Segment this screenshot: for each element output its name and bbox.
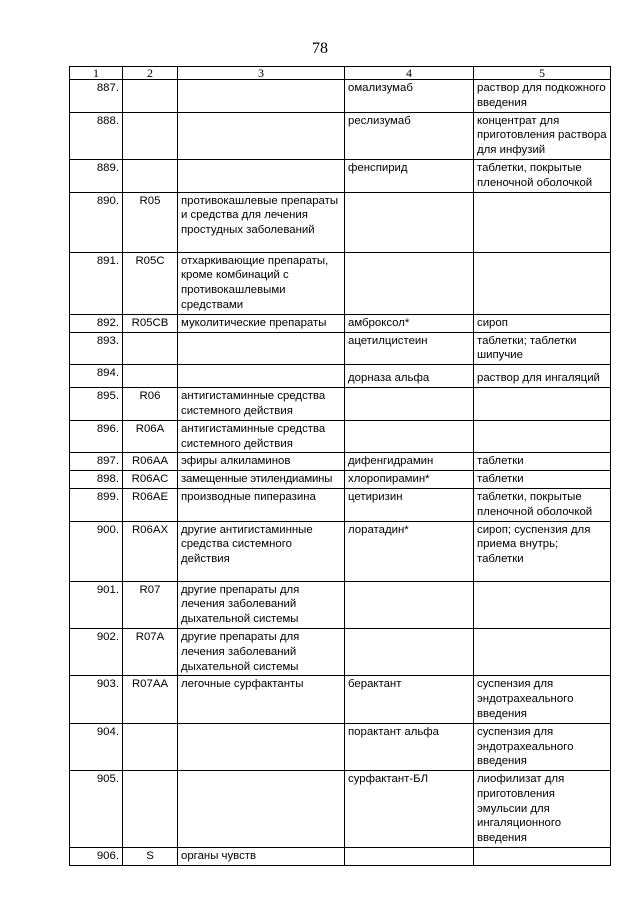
column-number-row — [70, 67, 611, 80]
dosage-form: таблетки — [474, 471, 611, 489]
atc-code: R06A — [123, 420, 178, 453]
table-row — [70, 159, 611, 192]
drug-name — [345, 848, 474, 866]
table-row — [70, 771, 611, 848]
drug-name: порактант альфа — [345, 723, 474, 770]
atc-code — [123, 80, 178, 113]
table-row — [70, 453, 611, 471]
drug-name: берактант — [345, 676, 474, 723]
group-name: антигистаминные средства системного действия — [178, 420, 345, 453]
atc-code — [123, 112, 178, 159]
atc-code: R07AA — [123, 676, 178, 723]
dosage-form: таблетки — [474, 453, 611, 471]
row-number: 899. — [70, 488, 123, 521]
atc-code — [123, 771, 178, 848]
row-number: 894. — [70, 365, 123, 388]
atc-code: R05C — [123, 252, 178, 314]
column-header: 3 — [178, 67, 345, 80]
group-name: другие антигистаминные средства системного действия — [178, 521, 345, 581]
dosage-form — [474, 420, 611, 453]
row-number: 890. — [70, 192, 123, 252]
dosage-form: таблетки, покрытые пленочной оболочкой — [474, 159, 611, 192]
table-row — [70, 388, 611, 421]
row-number: 887. — [70, 80, 123, 113]
dosage-form — [474, 848, 611, 866]
row-number: 892. — [70, 314, 123, 332]
group-name — [178, 771, 345, 848]
atc-code: R05CB — [123, 314, 178, 332]
drug-name — [345, 581, 474, 628]
row-number: 891. — [70, 252, 123, 314]
dosage-form: суспензия для эндотрахеального введения — [474, 676, 611, 723]
drug-name: реслизумаб — [345, 112, 474, 159]
group-name: противокашлевые препараты и средства для лечения простудных заболеваний — [178, 192, 345, 252]
group-name — [178, 159, 345, 192]
group-name: замещенные этилендиамины — [178, 471, 345, 489]
table-row — [70, 112, 611, 159]
atc-code — [123, 723, 178, 770]
row-number: 904. — [70, 723, 123, 770]
drug-registry-table — [69, 66, 611, 866]
table-row — [70, 252, 611, 314]
drug-name: ацетилцистеин — [345, 332, 474, 365]
atc-code: S — [123, 848, 178, 866]
row-number: 897. — [70, 453, 123, 471]
group-name: отхаркивающие препараты, кроме комбинаций с противокашлевыми средствами — [178, 252, 345, 314]
group-name: другие препараты для лечения заболеваний дыхательной системы — [178, 628, 345, 675]
group-name: муколитические препараты — [178, 314, 345, 332]
dosage-form — [474, 581, 611, 628]
row-number: 900. — [70, 521, 123, 581]
group-name: другие препараты для лечения заболеваний дыхательной системы — [178, 581, 345, 628]
drug-name: дорназа альфа — [345, 365, 474, 388]
table-row — [70, 581, 611, 628]
column-header: 5 — [474, 67, 611, 80]
drug-name: амброксол* — [345, 314, 474, 332]
drug-name: хлоропирамин* — [345, 471, 474, 489]
atc-code: R07A — [123, 628, 178, 675]
table-row — [70, 80, 611, 113]
dosage-form: таблетки, покрытые пленочной оболочкой — [474, 488, 611, 521]
drug-name — [345, 628, 474, 675]
drug-name: омализумаб — [345, 80, 474, 113]
group-name — [178, 365, 345, 388]
column-header: 1 — [70, 67, 123, 80]
group-name: эфиры алкиламинов — [178, 453, 345, 471]
dosage-form — [474, 628, 611, 675]
atc-code: R06AE — [123, 488, 178, 521]
atc-code: R06AC — [123, 471, 178, 489]
drug-name: сурфактант-БЛ — [345, 771, 474, 848]
drug-name: лоратадин* — [345, 521, 474, 581]
table-row — [70, 192, 611, 252]
group-name — [178, 112, 345, 159]
group-name — [178, 723, 345, 770]
group-name — [178, 80, 345, 113]
table-row — [70, 488, 611, 521]
atc-code: R06AX — [123, 521, 178, 581]
drug-name — [345, 192, 474, 252]
row-number: 896. — [70, 420, 123, 453]
dosage-form: таблетки; таблетки шипучие — [474, 332, 611, 365]
drug-name: цетиризин — [345, 488, 474, 521]
dosage-form — [474, 192, 611, 252]
row-number: 888. — [70, 112, 123, 159]
column-header: 2 — [123, 67, 178, 80]
row-number: 906. — [70, 848, 123, 866]
group-name: легочные сурфактанты — [178, 676, 345, 723]
row-number: 898. — [70, 471, 123, 489]
atc-code — [123, 159, 178, 192]
atc-code: R06AA — [123, 453, 178, 471]
row-number: 889. — [70, 159, 123, 192]
dosage-form — [474, 252, 611, 314]
atc-code: R06 — [123, 388, 178, 421]
dosage-form: раствор для подкожного введения — [474, 80, 611, 113]
table-row — [70, 314, 611, 332]
row-number: 903. — [70, 676, 123, 723]
table-row — [70, 628, 611, 675]
table-row — [70, 332, 611, 365]
drug-name — [345, 252, 474, 314]
group-name: органы чувств — [178, 848, 345, 866]
drug-name — [345, 420, 474, 453]
group-name: антигистаминные средства системного действия — [178, 388, 345, 421]
dosage-form: концентрат для приготовления раствора для инфузий — [474, 112, 611, 159]
dosage-form: лиофилизат для приготовления эмульсии для ингаляционного введения — [474, 771, 611, 848]
table-row — [70, 471, 611, 489]
dosage-form: суспензия для эндотрахеального введения — [474, 723, 611, 770]
drug-name: дифенгидрамин — [345, 453, 474, 471]
column-header: 4 — [345, 67, 474, 80]
row-number: 895. — [70, 388, 123, 421]
table-row — [70, 420, 611, 453]
drug-name: фенспирид — [345, 159, 474, 192]
row-number: 905. — [70, 771, 123, 848]
table-row — [70, 676, 611, 723]
row-number: 902. — [70, 628, 123, 675]
atc-code: R05 — [123, 192, 178, 252]
drug-name — [345, 388, 474, 421]
dosage-form: раствор для ингаляций — [474, 365, 611, 388]
atc-code — [123, 365, 178, 388]
dosage-form — [474, 388, 611, 421]
table-row — [70, 365, 611, 388]
atc-code — [123, 332, 178, 365]
row-number: 901. — [70, 581, 123, 628]
dosage-form: сироп; суспензия для приема внутрь; таблетки — [474, 521, 611, 581]
atc-code: R07 — [123, 581, 178, 628]
dosage-form: сироп — [474, 314, 611, 332]
table-row — [70, 521, 611, 581]
table-row — [70, 723, 611, 770]
table-row — [70, 848, 611, 866]
group-name — [178, 332, 345, 365]
page-number: 78 — [312, 40, 328, 57]
row-number: 893. — [70, 332, 123, 365]
group-name: производные пиперазина — [178, 488, 345, 521]
